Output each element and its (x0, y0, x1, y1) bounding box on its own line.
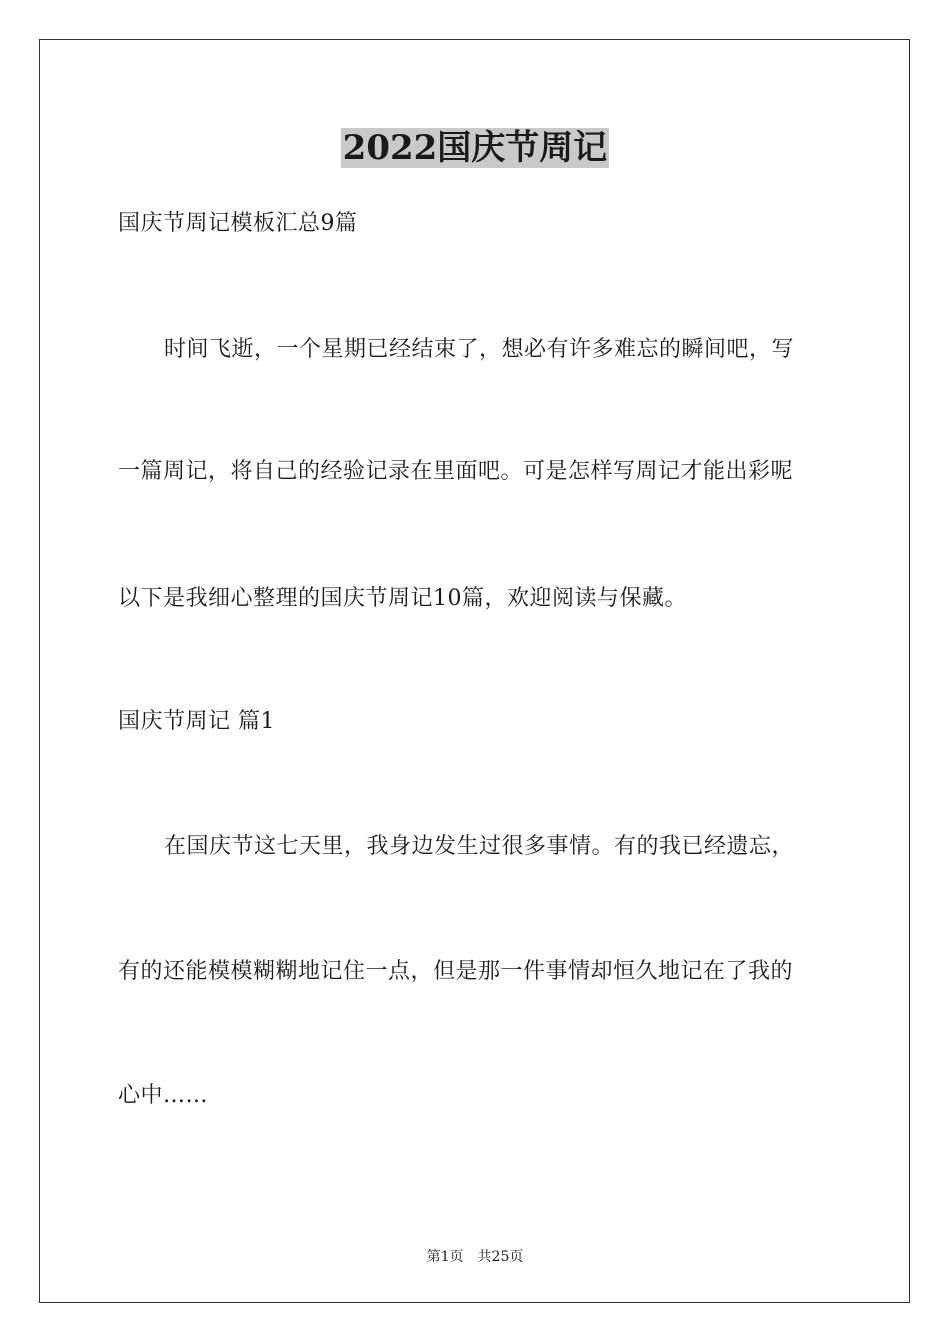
paragraph-line: 在国庆节这七天里，我身边发生过很多事情。有的我已经遗忘， (164, 834, 795, 859)
document-title (0, 126, 950, 170)
section-heading: 国庆节周记 篇1 (118, 709, 275, 734)
paragraph-line: 有的还能模模糊糊地记住一点，但是那一件事情却恒久地记在了我的 (118, 959, 794, 984)
paragraph-line: 时间飞逝，一个星期已经结束了，想必有许多难忘的瞬间吧，写 (164, 337, 795, 362)
page-footer (0, 1247, 950, 1267)
paragraph-line: 以下是我细心整理的国庆节周记10篇，欢迎阅读与保藏。 (118, 586, 687, 611)
page-total: 共25页 (477, 1249, 524, 1265)
title-text: 2022国庆节周记 (342, 128, 608, 168)
page-number: 第1页 (426, 1249, 464, 1265)
paragraph-line: 心中…… (118, 1083, 209, 1108)
subtitle-line: 国庆节周记模板汇总9篇 (118, 211, 358, 236)
paragraph-line: 一篇周记，将自己的经验记录在里面吧。可是怎样写周记才能出彩呢 (118, 459, 794, 484)
